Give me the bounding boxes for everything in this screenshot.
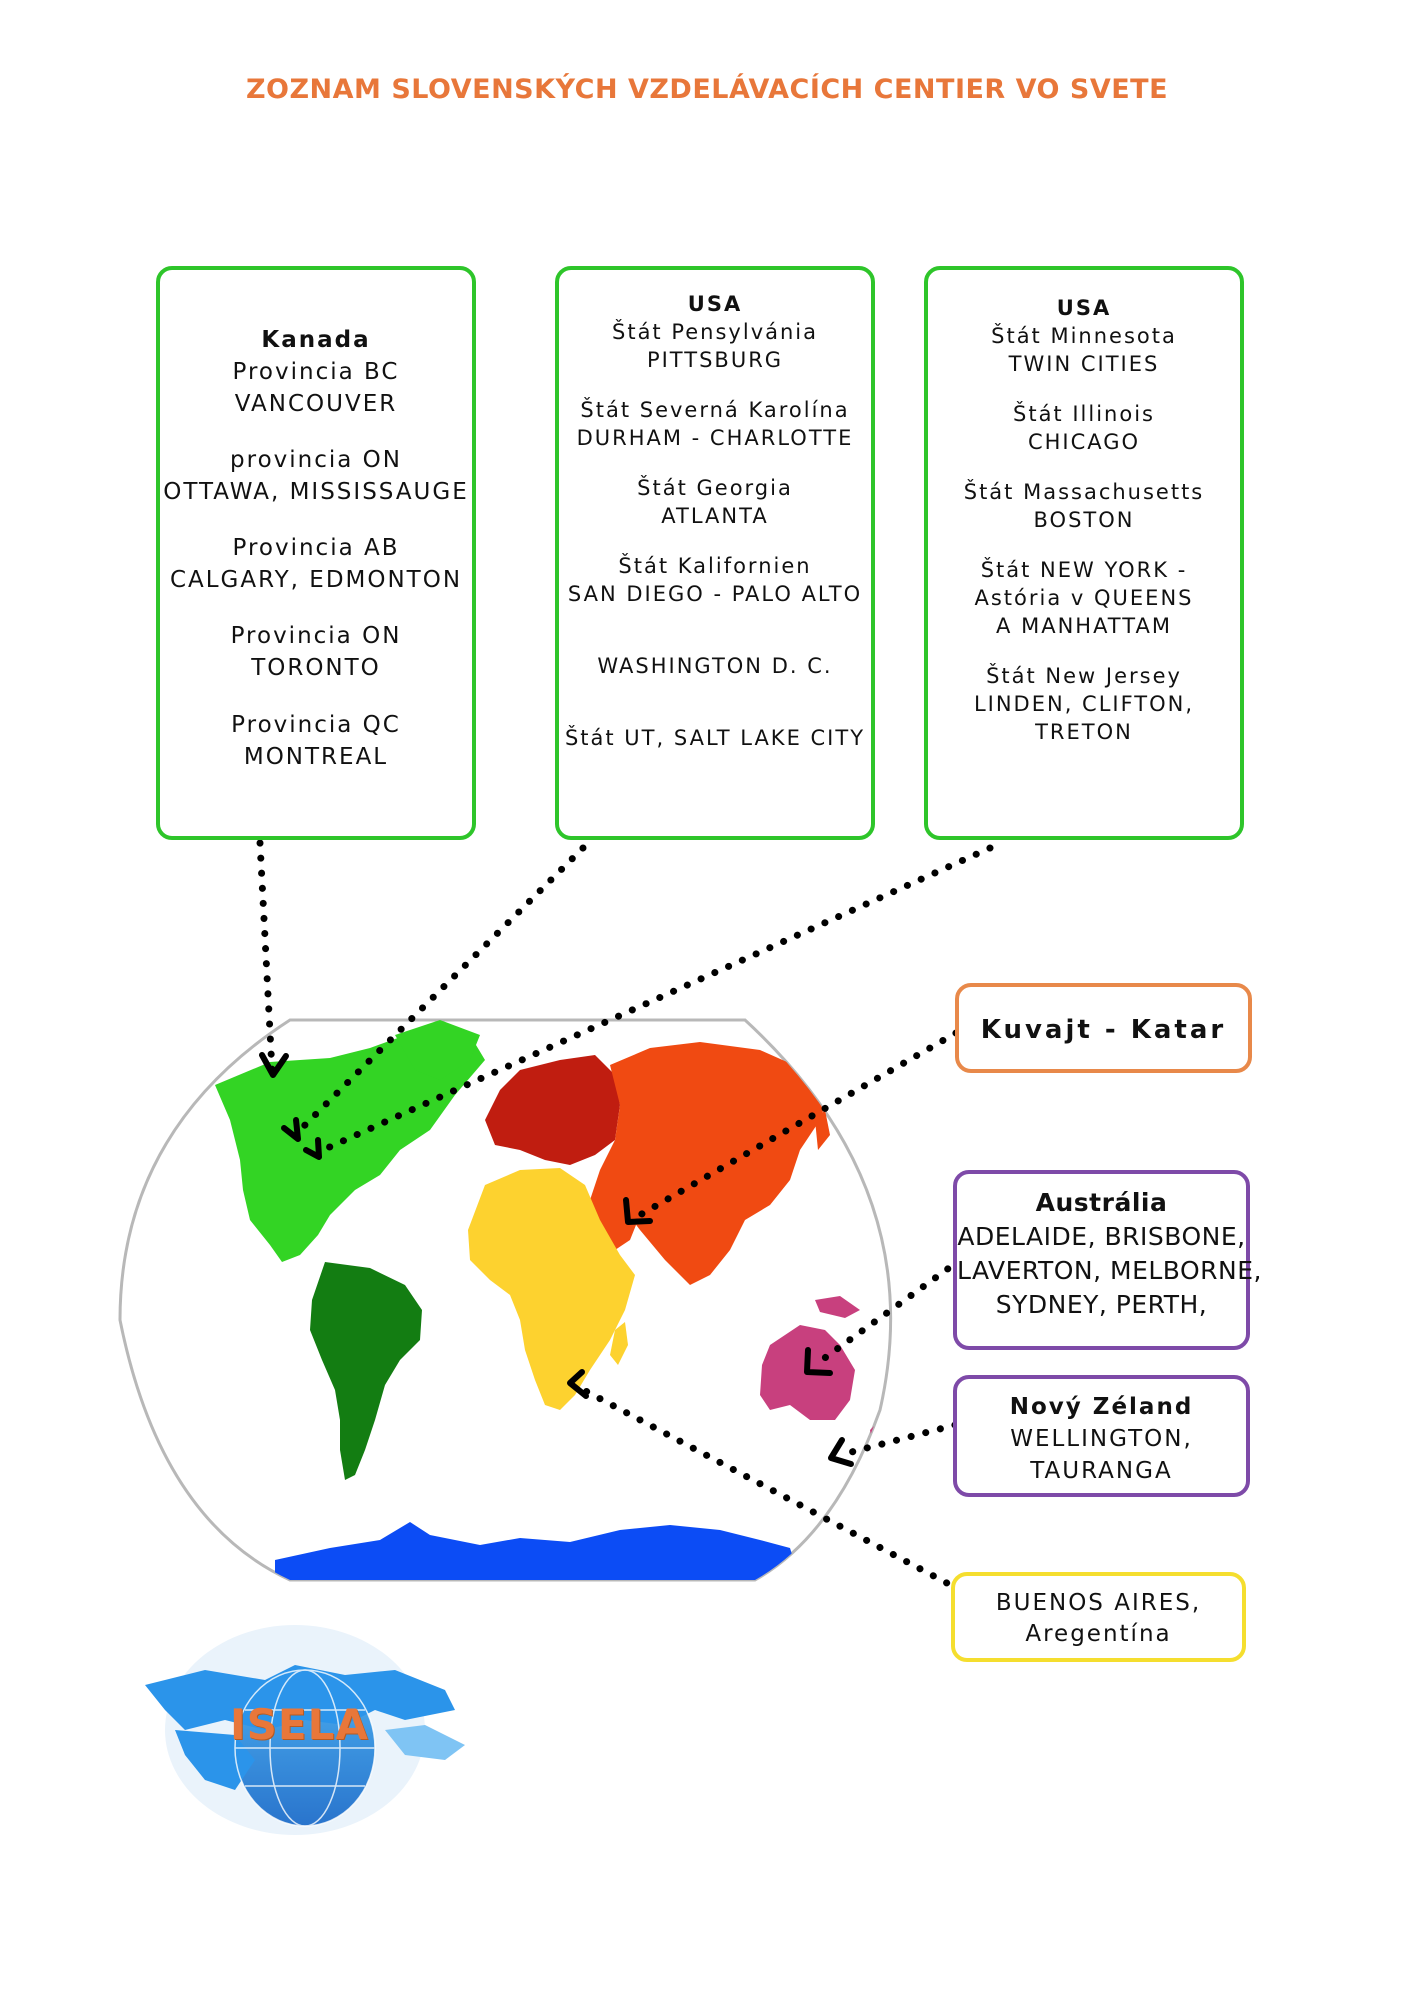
box-line: Štát Minnesota: [991, 324, 1177, 348]
box-line: TRETON: [1035, 720, 1133, 745]
box-line: Aregentína: [1025, 1621, 1172, 1647]
box-line: TWIN CITIES: [1008, 352, 1160, 376]
line-spacer: [160, 596, 472, 620]
box-line: SAN DIEGO - PALO ALTO: [567, 582, 863, 607]
line-spacer: [559, 608, 871, 630]
line-spacer: [559, 530, 871, 552]
box-line: A MANHATTAM: [996, 614, 1172, 639]
line-spacer: [559, 680, 871, 702]
box-line: TAURANGA: [1030, 1458, 1173, 1484]
line-spacer: [928, 378, 1240, 400]
line-spacer: [160, 420, 472, 444]
box-new-zealand: [953, 1375, 1250, 1497]
box-line: Štát Massachusetts: [963, 480, 1205, 505]
box-line: PITTSBURG: [646, 348, 784, 372]
line-spacer: [928, 456, 1240, 478]
box-line: Štát Severná Karolína: [580, 398, 850, 423]
box-line: BOSTON: [1033, 508, 1135, 533]
box-line: Štát Georgia: [637, 476, 793, 501]
box-line: Štát New Jersey: [986, 664, 1182, 689]
box-line: Provincia QC: [231, 711, 401, 738]
box-heading: Kanada: [261, 327, 371, 353]
box-line: Štát Pensylvánia: [612, 320, 818, 344]
box-line: DURHAM - CHARLOTTE: [576, 426, 854, 451]
box-usa-1: [555, 266, 875, 840]
box-label: Kuvajt - Katar: [980, 1015, 1227, 1045]
box-line: Štát NEW YORK -: [980, 558, 1188, 583]
box-kuvajt-katar: [955, 983, 1252, 1073]
box-line: provincia ON: [230, 447, 402, 474]
box-line: LAVERTON, MELBORNE,: [957, 1256, 1262, 1285]
box-line: Štát Kalifornien: [618, 554, 812, 579]
box-line: Provincia BC: [232, 359, 400, 385]
box-line: WELLINGTON,: [1010, 1426, 1193, 1452]
line-spacer: [928, 534, 1240, 556]
line-spacer: [160, 508, 472, 532]
box-line: BUENOS AIRES,: [995, 1590, 1202, 1616]
box-line: WASHINGTON D. C.: [597, 654, 833, 679]
box-line: CHICAGO: [1027, 430, 1141, 455]
box-line: MONTREAL: [243, 743, 389, 770]
box-line: OTTAWA, MISSISSAUGE: [163, 479, 469, 506]
line-spacer: [559, 630, 871, 652]
line-spacer: [559, 374, 871, 396]
box-line: Provincia AB: [232, 535, 400, 562]
box-line: CALGARY, EDMONTON: [169, 567, 463, 594]
box-line: SYDNEY, PERTH,: [995, 1290, 1208, 1319]
box-heading: Austrália: [1035, 1188, 1168, 1217]
box-heading: Nový Zéland: [1009, 1394, 1194, 1420]
box-buenos-aires: [951, 1572, 1246, 1662]
line-spacer: [559, 702, 871, 724]
line-spacer: [160, 684, 472, 708]
box-line: ADELAIDE, BRISBONE,: [957, 1222, 1246, 1251]
box-line: Štát Illinois: [1013, 402, 1155, 427]
box-heading: USA: [1056, 296, 1112, 320]
box-line: Štát UT, SALT LAKE CITY: [564, 726, 866, 751]
box-australia: [953, 1170, 1262, 1350]
box-canada: [156, 266, 476, 840]
box-line: TORONTO: [251, 655, 381, 682]
box-line: ATLANTA: [661, 504, 769, 529]
box-line: Astória v QUEENS: [974, 586, 1194, 611]
line-spacer: [928, 640, 1240, 662]
page-title: ZOZNAM SLOVENSKÝCH VZDELÁVACÍCH CENTIER VO SVETE: [245, 74, 1169, 105]
box-line: LINDEN, CLIFTON,: [973, 692, 1195, 717]
isela-logo-text: ISELA: [230, 1700, 369, 1749]
box-heading: USA: [687, 292, 743, 316]
box-usa-2: [924, 266, 1244, 840]
line-spacer: [559, 452, 871, 474]
box-line: Provincia ON: [230, 623, 402, 650]
box-line: VANCOUVER: [234, 391, 398, 417]
